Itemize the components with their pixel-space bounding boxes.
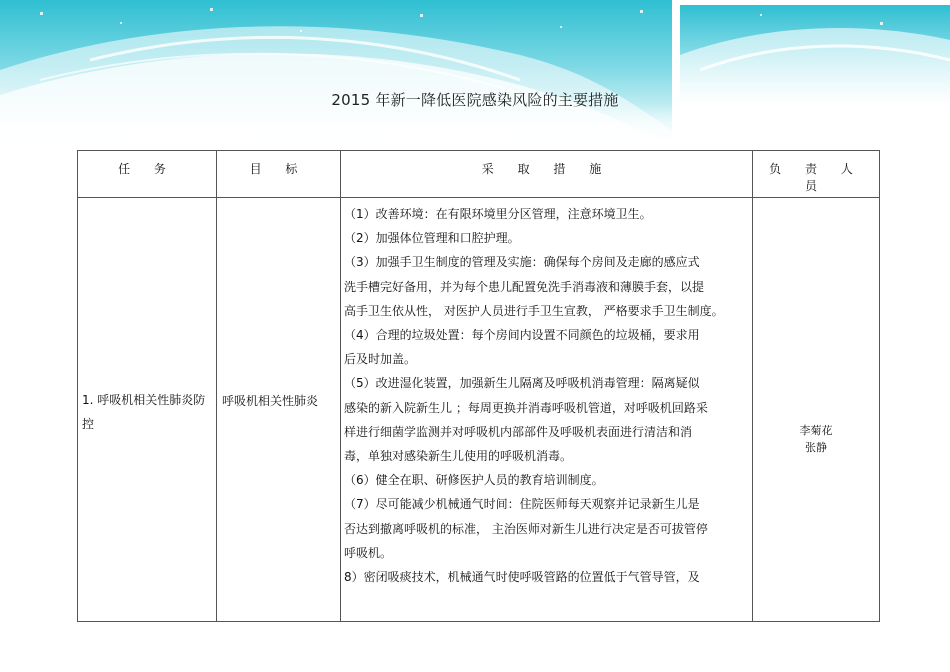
responsible-cell [753, 198, 880, 622]
table-row [78, 198, 880, 622]
measure-line: （6）健全在职、研修医护人员的教育培训制度。 [344, 473, 604, 488]
responsible-person: 张静 [805, 441, 827, 454]
measure-line: （3）加强手卫生制度的管理及实施：确保每个房间及走廊的感应式 [344, 255, 700, 270]
measure-line: （5）改进湿化装置，加强新生儿隔离及呼吸机消毒管理：隔离疑似 [344, 376, 700, 391]
measure-line: （1）改善环境：在有限环境里分区管理，注意环境卫生。 [344, 207, 652, 221]
measure-line: 洗手槽完好备用，并为每个患儿配置免洗手消毒液和薄膜手套，以提 [344, 279, 705, 294]
task-text: 1. 呼吸机相关性肺炎防控 [82, 392, 206, 431]
header-responsible: 负 责 人 员 [753, 151, 880, 198]
measure-line: （4）合理的垃圾处置：每个房间内设置不同颜色的垃圾桶，要求用 [344, 328, 700, 343]
measure-line: 毒，单独对感染新生儿使用的呼吸机消毒。 [344, 449, 573, 464]
responsible-person: 李菊花 [799, 424, 833, 437]
measure-line: 感染的新入院新生儿 ；每周更换并消毒呼吸机管道，对呼吸机回路采 [344, 400, 708, 415]
measure-line: （7）尽可能减少机械通气时间：住院医师每天观察并记录新生儿是 [344, 497, 700, 512]
measure-line: 后及时加盖。 [344, 352, 417, 367]
measure-line: 8）密闭吸痰技术，机械通气时使呼吸管路的位置低于气管导管，及 [344, 570, 700, 585]
measures-cell [341, 198, 753, 622]
measure-line: 呼吸机。 [344, 545, 393, 560]
measure-line: 高手卫生依从性， 对医护人员进行手卫生宣教， 严格要求手卫生制度。 [344, 303, 724, 318]
header-goal: 目 标 [217, 151, 341, 198]
banner-graphic [0, 0, 950, 150]
header-banner [0, 0, 950, 150]
header-measures: 采 取 措 施 [341, 151, 753, 198]
measures-table [77, 150, 880, 622]
document-title: 2015 年新一降低医院感染风险的主要措施 [331, 91, 619, 109]
measure-line: （2）加强体位管理和口腔护理。 [344, 231, 520, 246]
measure-line: 否达到撤离呼吸机的标准， 主治医师对新生儿进行决定是否可拔管停 [344, 521, 708, 536]
table-header-row [78, 151, 880, 198]
measure-line: 样进行细菌学监测并对呼吸机内部部件及呼吸机表面进行清洁和消 [344, 424, 693, 439]
goal-text: 呼吸机相关性肺炎 [222, 393, 319, 408]
goal-cell [217, 198, 341, 622]
task-cell [78, 198, 217, 622]
header-task: 任 务 [78, 151, 217, 198]
